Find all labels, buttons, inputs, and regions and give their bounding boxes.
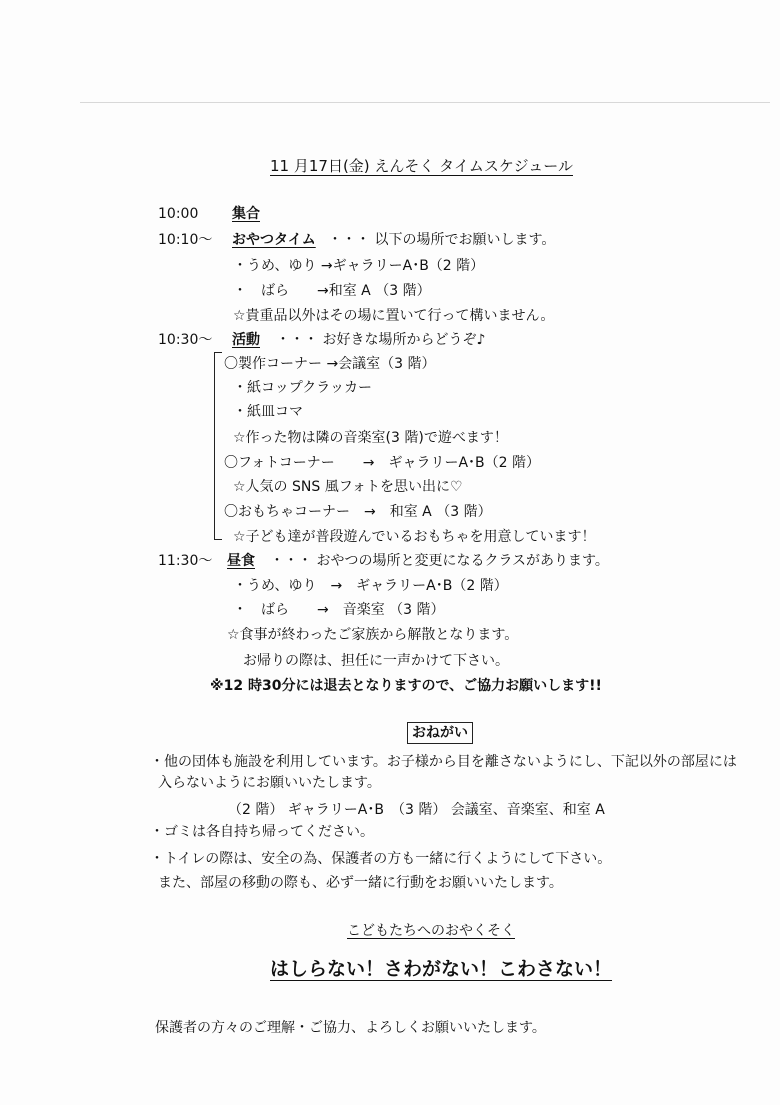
activity-line: ・紙コップクラッカー	[233, 380, 373, 396]
lunch-line: お帰りの際は、担任に一声かけて下さい。	[243, 653, 509, 669]
lunch-line: ・ ばら → 音楽室 （3 階）	[233, 602, 445, 618]
promise-slogan: はしらない！さわがない！こわさない！	[270, 958, 613, 980]
activity-line: ☆人気の SNS 風フォトを思い出に♡	[233, 479, 463, 495]
onegai-line: 入らないようにお願いいたします。	[158, 775, 381, 791]
time-1010: 10:10～	[158, 232, 213, 248]
time-1000: 10:00	[158, 206, 199, 222]
snack-line: ・うめ、ゆり →ギャラリーA･B（2 階）	[233, 258, 485, 274]
lunch-line: ・うめ、ゆり → ギャラリーA･B（2 階）	[233, 578, 508, 594]
closing-message: 保護者の方々のご理解・ご協力、よろしくお願いいたします。	[155, 1020, 546, 1036]
activity-line: ☆作った物は隣の音楽室(3 階)で遊べます！	[233, 430, 508, 446]
page-title: 11 月17日(金) えんそく タイムスケジュール	[270, 157, 573, 175]
desc-activity: ・・・ お好きな場所からどうぞ♪	[276, 332, 486, 348]
snack-line: ・ ばら →和室 A （3 階）	[233, 283, 431, 299]
onegai-line: ・他の団体も施設を利用しています。お子様から目を離さないようにし、下記以外の部屋には	[150, 754, 737, 770]
label-gathering: 集合	[232, 206, 260, 222]
onegai-line: ・トイレの際は、安全の為、保護者の方も一緒に行くようにして下さい。	[150, 851, 612, 867]
time-1130: 11:30～	[158, 553, 213, 569]
desc-snack-time: ・・・ 以下の場所でお願いします。	[328, 232, 556, 248]
label-lunch: 昼食	[227, 553, 255, 569]
onegai-line: また、部屋の移動の際も、必ず一緒に行動をお願いいたします。	[158, 875, 563, 891]
lunch-line: ☆食事が終わったご家族から解散となります。	[227, 627, 519, 643]
activity-line: 〇製作コーナー →会議室（3 階）	[224, 356, 436, 372]
activity-line: ・紙皿コマ	[233, 404, 303, 420]
label-snack-time: おやつタイム	[232, 232, 316, 248]
onegai-rooms: （2 階） ギャラリーA･B （3 階） 会議室、音楽室、和室 A	[228, 802, 605, 818]
onegai-line: ・ゴミは各自持ち帰ってください。	[150, 824, 374, 840]
leave-notice: ※12 時30分には退去となりますので、ご協力お願いします!!	[210, 678, 602, 694]
desc-lunch: ・・・ おやつの場所と変更になるクラスがあります。	[270, 553, 609, 569]
activity-line: ☆子ども達が普段遊んでいるおもちゃを用意しています！	[233, 529, 596, 545]
top-rule	[80, 102, 770, 103]
snack-line: ☆貴重品以外はその場に置いて行って構いません。	[233, 308, 555, 324]
label-activity: 活動	[232, 332, 260, 348]
activity-line: 〇フォトコーナー → ギャラリーA･B（2 階）	[224, 455, 541, 471]
time-1030: 10:30～	[158, 332, 213, 348]
promise-heading: こどもたちへのおやくそく	[347, 923, 515, 939]
onegai-heading: おねがい	[407, 722, 473, 744]
activity-line: 〇おもちゃコーナー → 和室 A （3 階）	[224, 504, 492, 520]
activity-bracket	[214, 352, 222, 540]
